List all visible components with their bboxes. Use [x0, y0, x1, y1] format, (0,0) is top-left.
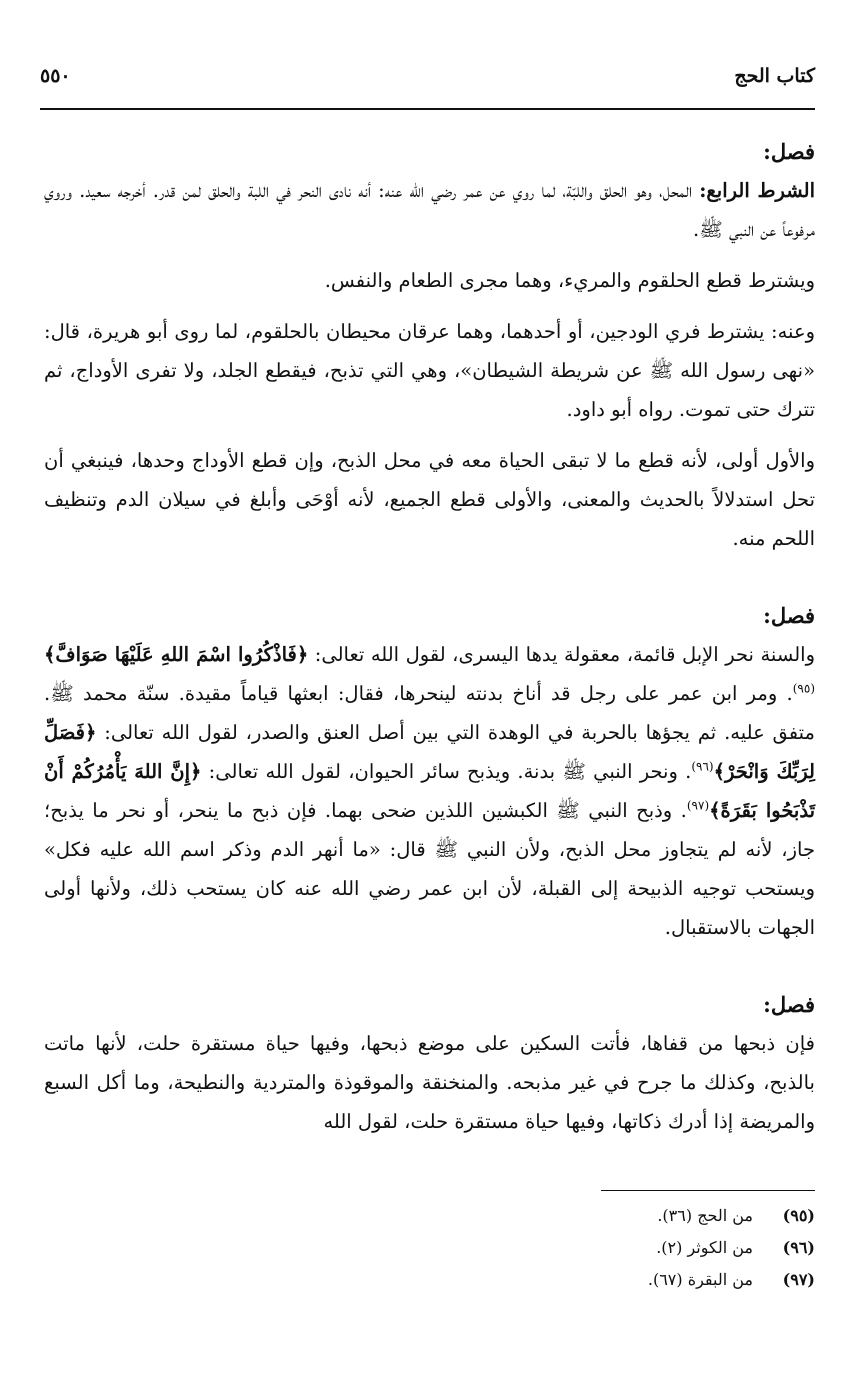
quran-verse: ﴿إِنَّ اللهَ يَأْمُرُكُمْ أَنْ تَذْبَحُوا بَقَرَةً﴾ — [44, 760, 816, 822]
footnote-ref: (٩٧) — [686, 798, 710, 813]
page-number: ٥٥٠ — [40, 65, 71, 87]
footnote — [415, 1264, 815, 1296]
footnote-divider — [601, 1190, 815, 1191]
footnotes — [415, 1200, 815, 1296]
footnote — [415, 1200, 815, 1232]
footnote-number: (٩٥) — [782, 1206, 815, 1225]
header-divider — [40, 108, 815, 110]
footnote-number: (٩٧) — [782, 1270, 815, 1289]
footnote-ref: (٩٦) — [691, 759, 714, 774]
section-heading-2: فصل: — [763, 603, 815, 628]
section-spacer — [44, 570, 815, 596]
main-text — [44, 132, 815, 1153]
footnote-ref: (٩٥) — [792, 681, 815, 696]
section-spacer — [44, 959, 815, 985]
paragraph-text: والسنة نحر الإبل قائمة، معقولة يدها اليسرى، لقول الله تعالى: — [308, 643, 815, 666]
paragraph: فإن ذبحها من قفاها، فأتت السكين على موضع ذبحها، وفيها حياة مستقرة حلت، لأنها ماتت بالذبح، وكذلك ما جرح في غير مذبحه. والمنخنقة والموقوذة والمتردية والنطيحة، وما أكل السبع والمريضة إذا أدرك ذكاتها، وفيها حياة مستقرة حلت، لقول الله — [44, 1032, 815, 1133]
paragraph — [44, 635, 815, 947]
paragraph-text: . وذبح النبي ﷺ الكبشين اللذين ضحى بهما. فإن ذبح ما ينحر، أو نحر ما يذبح؛ جاز، لأنه لم يتجاوز محل الذبح، ولأن النبي ﷺ قال: «ما أنهر الدم وذكر اسم الله عليه فكل» ويستحب توجيه الذبيحة إلى القبلة، لأن ابن عمر رضي الله عنه كان يستحب ذلك، ولأنها أولى الجهات بالاستقبال. — [44, 799, 815, 939]
footnote — [415, 1232, 815, 1264]
paragraph-text: . ونحر النبي ﷺ بدنة. ويذبح سائر الحيوان، لقول الله تعالى: — [201, 760, 692, 783]
paragraph: ويشترط قطع الحلقوم والمريء، وهما مجرى الطعام والنفس. — [324, 269, 815, 292]
paragraph-text: المحل، وهو الحلق واللبّة، لما روي عن عمر رضي الله عنه: أنه نادى النحر في اللبة والحلق لمن قدر. أخرجه سعيد. وروي مرفوعاً عن النبي ﷺ. — [44, 179, 815, 241]
footnote-text: من الحج (٣٦). — [657, 1206, 753, 1225]
paragraph-text: . ومر ابن عمر على رجل قد أناخ بدنته لينحرها، فقال: ابعثها قياماً مقيدة. سنّة محمد ﷺ. متفق عليه. ثم يجؤها بالحربة في الوهدة التي بين أصل العنق والصدر، لقول الله تعالى: — [44, 682, 815, 744]
footnote-number: (٩٦) — [782, 1238, 815, 1257]
section-heading-1: فصل: — [763, 139, 815, 164]
paragraph — [44, 171, 815, 249]
paragraph-lead: الشرط الرابع: — [699, 179, 815, 202]
running-header — [40, 58, 815, 94]
footnote-text: من البقرة (٦٧). — [647, 1270, 753, 1289]
section-heading-3: فصل: — [763, 992, 815, 1017]
quran-verse: ﴿فَصَلِّ لِرَبِّكَ وَانْحَرْ﴾ — [44, 721, 816, 783]
book-title: كتاب الحج — [734, 65, 815, 87]
footnote-text: من الكوثر (٢). — [656, 1238, 753, 1257]
quran-verse: ﴿فَاذْكُرُوا اسْمَ اللهِ عَلَيْهَا صَوَافَّ﴾ — [44, 643, 309, 666]
paragraph: والأول أولى، لأنه قطع ما لا تبقى الحياة معه في محل الذبح، وإن قطع الأوداج وحدها، فينبغي أن تحل استدلالاً بالحديث والمعنى، والأولى قطع الجميع، لأنه أوْحَى وأبلغ في سيلان الدم وتنظيف اللحم منه. — [44, 449, 815, 550]
paragraph: وعنه: يشترط فري الودجين، أو أحدهما، وهما عرقان محيطان بالحلقوم، لما روى أبو هريرة، قال: «نهى رسول الله ﷺ عن شريطة الشيطان»، وهي التي تذبح، فيقطع الجلد، ولا تفرى الأوداج، ثم تترك حتى تموت. رواه أبو داود. — [44, 320, 815, 421]
